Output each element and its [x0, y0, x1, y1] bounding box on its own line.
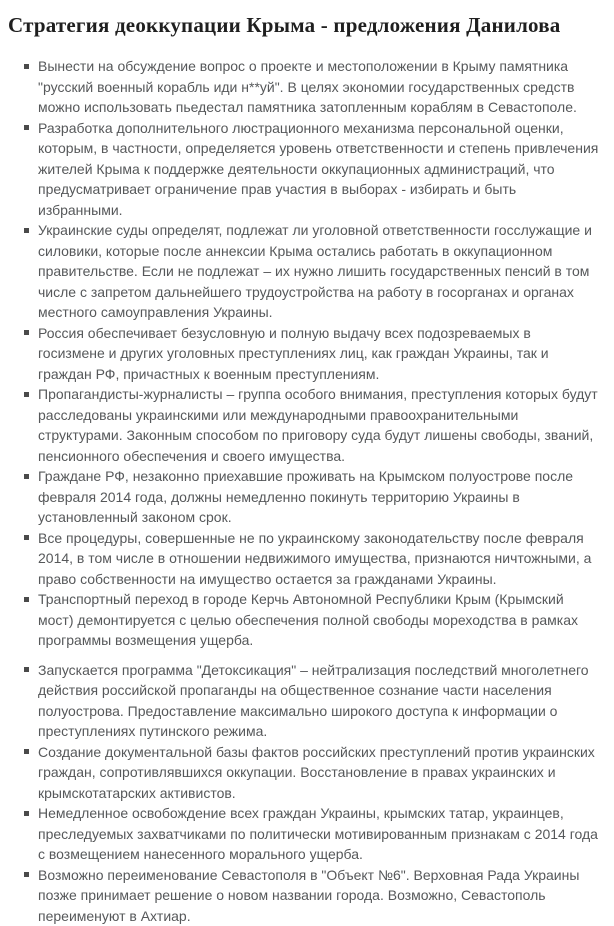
list-item: [24, 742, 600, 804]
square-bullet-icon: [24, 474, 29, 479]
article-page: [0, 12, 614, 926]
square-bullet-icon: [24, 125, 29, 130]
square-bullet-icon: [24, 811, 29, 816]
list-item-text: Граждане РФ, незаконно приехавшие проживать на Крымском полуострове после февраля 2014 года, должны немедленно покинуть территорию Украины в установленный законом срок.: [38, 468, 574, 526]
list-item: [24, 803, 600, 865]
list-item: [24, 118, 600, 221]
list-item: [24, 323, 600, 385]
list-item-text: Запускается программа "Детоксикация" – нейтрализация последствий многолетнего действия российской пропаганды на общественное сознание части населения полуострова. Предоставление максимально широкого доступа к информации о преступлениях путинского режима.: [38, 661, 589, 740]
square-bullet-icon: [24, 872, 29, 877]
list-item: [24, 589, 600, 651]
square-bullet-icon: [24, 535, 29, 540]
square-bullet-icon: [24, 228, 29, 233]
list-item-text: Россия обеспечивает безусловную и полную выдачу всех подозреваемых в госизмене и других уголовных преступлениях лиц, как граждан Украины, так и граждан РФ, причастных к военным преступлениям.: [38, 324, 549, 382]
square-bullet-icon: [24, 749, 29, 754]
list-item: [24, 56, 600, 118]
square-bullet-icon: [24, 392, 29, 397]
list-item: [24, 220, 600, 323]
list-item-text: Разработка дополнительного люстрационного механизма персональной оценки, которым, в частности, определяется уровень ответственности и степень привлечения жителей Крыма к поддержке деятельности оккупационных администраций, что предусматривает ограничение прав участия в выборах - избирать и быть избранными.: [38, 119, 599, 218]
list-item-text: Создание документальной базы фактов российских преступлений против украинских граждан, сопротивлявшихся оккупации. Восстановление в правах украинских и крымскотатарских активистов.: [38, 743, 595, 801]
list-item: [24, 660, 600, 742]
list-item-text: Пропагандисты-журналисты – группа особого внимания, преступления которых будут расследованы украинскими или международными правоохранительными структурами. Законным способом по приговору суда будут лишены свободы, званий, пенсионного обеспечения и своего имущества.: [38, 386, 598, 464]
square-bullet-icon: [24, 330, 29, 335]
list-item: [24, 466, 600, 528]
list-item-text: Вынести на обсуждение вопрос о проекте и местоположении в Крыму памятника "русский военный корабль иди н**уй". В целях экономии государственных средств можно использовать пьедестал памятника затопленным кораблям в Севастополе.: [38, 58, 577, 116]
list-item-text: Украинские суды определят, подлежат ли уголовной ответственности госслужащие и силовики, которые после аннексии Крыма остались работать в оккупационном правительстве. Если не подлежат – их нужно лишить государственных пенсий в том числе с запретом дальнейшего трудоустройства на работу в госорганах и органах местного самоуправления Украины.: [38, 222, 592, 321]
list-item: [24, 384, 600, 466]
list-item-text: Транспортный переход в городе Керчь Автономной Республики Крым (Крымский мост) демонтируется с целью обеспечения полной свободы мореходства в рамках программы возмещения ущерба.: [38, 591, 579, 649]
list-item-text: Немедленное освобождение всех граждан Украины, крымских татар, украинцев, преследуемых захватчиками по политически мотивированным признакам с 2014 года с возмещением нанесенного морального ущерба.: [38, 805, 598, 863]
list-item: [24, 865, 600, 926]
square-bullet-icon: [24, 597, 29, 602]
list-item-text: Возможно переименование Севастополя в "Объект №6". Верховная Рада Украины позже принимает решение о новом названии города. Возможно, Севастополь переименуют в Ахтиар.: [38, 866, 580, 924]
list-item-text: Все процедуры, совершенные не по украинскому законодательству после февраля 2014, в том числе в отношении недвижимого имущества, признаются ничтожными, а право собственности на имущество остается за гражданами Украины.: [38, 529, 592, 587]
page-title: Стратегия деоккупации Крыма - предложения Данилова: [8, 13, 561, 37]
proposal-list-1: [0, 56, 614, 651]
list-item: [24, 528, 600, 590]
proposal-list-2: [0, 660, 614, 926]
square-bullet-icon: [24, 64, 29, 69]
square-bullet-icon: [24, 667, 29, 672]
